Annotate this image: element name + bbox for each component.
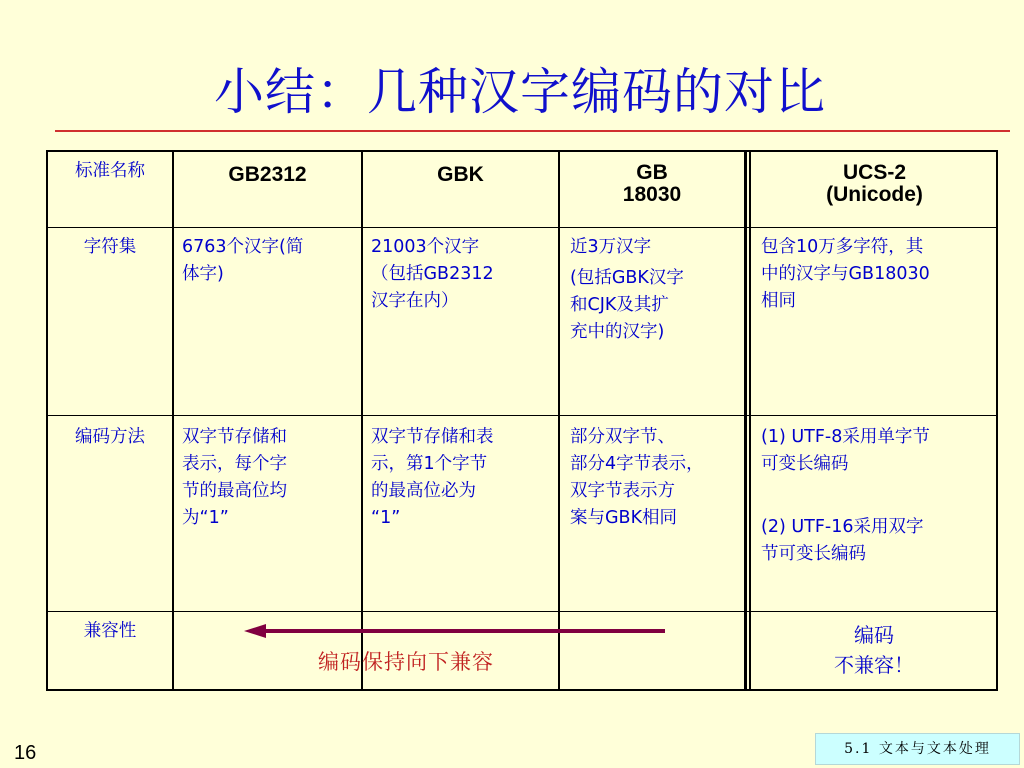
encoding-gb2312-line: 双字节存储和 — [182, 427, 287, 447]
encoding-gb2312-line: 节的最高位均 — [182, 481, 287, 501]
ucs2-incompat-line: 不兼容！ — [834, 653, 914, 677]
encoding-ucs2-item2-line: 节可变长编码 — [761, 544, 866, 564]
col-header-gb18030-line1: GB — [636, 161, 668, 184]
ucs2-incompat-line: 编码 — [854, 623, 894, 647]
row-header-standard-name: 标准名称 — [75, 161, 145, 181]
col-header-gb18030-line2: 18030 — [622, 183, 682, 206]
row-header-compat: 兼容性 — [83, 621, 137, 641]
encoding-ucs2-item1-line: (1) UTF-8采用单字节 — [761, 427, 930, 447]
charset-gb2312-line: 6763个汉字(简 — [182, 237, 304, 257]
encoding-gbk-line: 示，第1个字节 — [371, 454, 488, 474]
encoding-gb18030-line: 双字节表示方 — [570, 481, 675, 501]
encoding-gb2312-line: 为“1” — [182, 508, 229, 528]
row-header-encoding: 编码方法 — [75, 427, 145, 447]
slide-title: 小结：几种汉字编码的对比 — [214, 63, 826, 121]
encoding-gbk-line: 双字节存储和表 — [371, 427, 494, 447]
section-footer: 5.1 文本与文本处理 — [815, 733, 1020, 765]
downward-compat-label: 编码保持向下兼容 — [318, 650, 494, 674]
col-header-gbk: GBK — [437, 163, 484, 186]
charset-ucs2-line: 包含10万多字符，其 — [761, 237, 924, 257]
charset-gbk-line: （包括GB2312 — [371, 264, 494, 284]
col-header-gb2312: GB2312 — [228, 163, 307, 186]
ucs2-incompat-label — [752, 620, 996, 680]
encoding-gbk-line: 的最高位必为 — [371, 481, 476, 501]
arrow-head — [244, 624, 266, 638]
charset-gbk-line: 21003个汉字 — [371, 237, 480, 257]
encoding-gb2312-line: 表示，每个字 — [182, 454, 287, 474]
row-header-charset: 字符集 — [83, 237, 137, 257]
encoding-ucs2-item2-line: (2) UTF-16采用双字 — [761, 517, 924, 537]
encoding-ucs2-item1-line: 可变长编码 — [761, 454, 849, 474]
encoding-gb18030-line: 部分4字节表示， — [570, 454, 704, 474]
charset-gb2312-line: 体字) — [182, 264, 224, 284]
encoding-gb18030-line: 案与GBK相同 — [570, 508, 678, 528]
charset-gb18030-line: 近3万汉字 — [570, 237, 652, 257]
charset-gb18030-line: 和CJK及其扩 — [570, 295, 669, 315]
col-header-ucs2-line2: (Unicode) — [826, 183, 923, 206]
charset-ucs2-line: 相同 — [761, 291, 796, 311]
charset-ucs2-line: 中的汉字与GB18030 — [761, 264, 930, 284]
charset-gbk-line: 汉字在内） — [371, 291, 459, 311]
encoding-gbk-line: “1” — [371, 508, 401, 528]
col-header-ucs2-line1: UCS-2 — [842, 161, 906, 184]
encoding-gb18030-line: 部分双字节、 — [570, 427, 675, 447]
charset-gb18030-line: (包括GBK汉字 — [570, 268, 684, 288]
page-number: 16 — [14, 742, 37, 764]
charset-gb18030-line: 充中的汉字) — [570, 322, 665, 342]
